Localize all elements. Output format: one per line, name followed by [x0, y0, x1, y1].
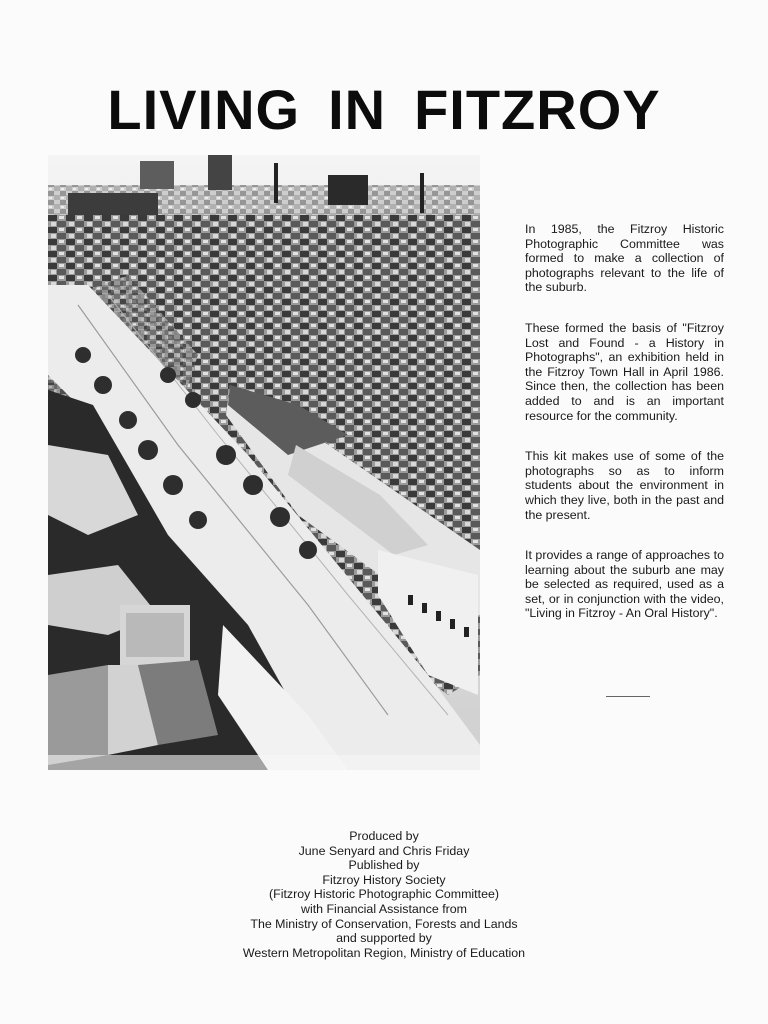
- credits-line: and supported by: [336, 931, 432, 946]
- credits-line: Fitzroy History Society: [322, 872, 446, 887]
- intro-paragraph: It provides a range of approaches to learning about the suburb ane may be selected as required, used as a set, or in conjunction with the video, "Living in Fitzroy - An Oral History".: [525, 548, 724, 621]
- intro-text: [525, 222, 724, 621]
- credits-line: Published by: [348, 858, 420, 873]
- credits-line: (Fitzroy Historic Photographic Committee): [269, 887, 499, 902]
- divider: [606, 696, 650, 697]
- title-word: FITZROY: [414, 77, 661, 141]
- page-title: [0, 77, 768, 141]
- intro-paragraph: These formed the basis of "Fitzroy Lost and Found - a History in Photographs", an exhibition held in the Fitzroy Town Hall in April 1986. Since then, the collection has been added to and is an important resource for the community.: [525, 320, 724, 423]
- credits-line: The Ministry of Conservation, Forests and Lands: [250, 916, 518, 931]
- credits-line: June Senyard and Chris Friday: [298, 843, 470, 858]
- aerial-photo-of-fitzroy-streets-icon: [48, 155, 480, 770]
- intro-paragraph: In 1985, the Fitzroy Historic Photographic Committee was formed to make a collection of photographs relevant to the life of the suburb.: [525, 222, 724, 295]
- credits-line: Western Metropolitan Region, Ministry of Education: [242, 945, 526, 960]
- intro-paragraph: This kit makes use of some of the photographs so as to inform students about the environment in which they live, both in the past and the present.: [525, 449, 724, 522]
- credits-line: with Financial Assistance from: [301, 901, 467, 916]
- title-word: IN: [328, 77, 387, 141]
- aerial-photo: [48, 155, 480, 770]
- credits-line: Produced by: [349, 829, 419, 843]
- title-word: LIVING: [107, 77, 301, 141]
- credits-block: [0, 829, 768, 960]
